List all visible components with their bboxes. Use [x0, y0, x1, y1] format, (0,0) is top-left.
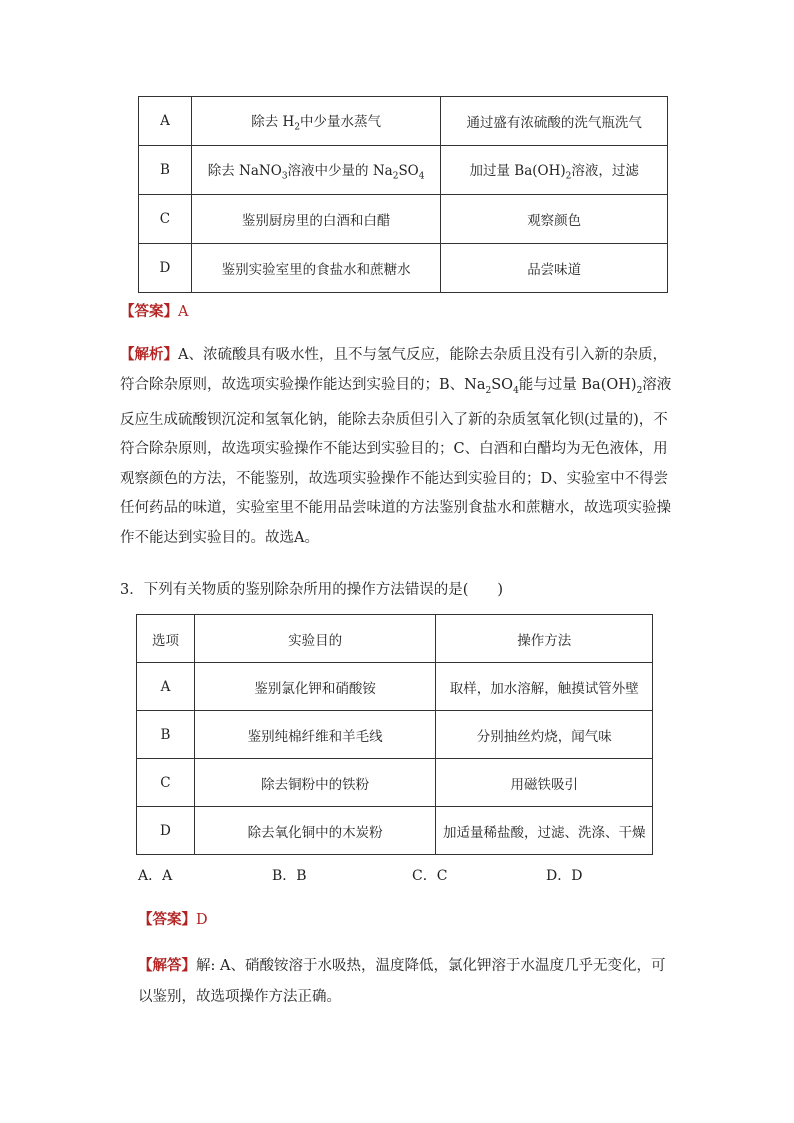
- choice-b: B．B: [272, 868, 307, 884]
- table-row: [139, 244, 668, 293]
- goal-cell: 除去 NaNO$_3$溶液中少量的 $Na_2SO_4$: [191, 146, 441, 195]
- table-row: [137, 711, 653, 759]
- table-row: [139, 195, 668, 244]
- method-cell: 加适量稀盐酸，过滤、洗涤、干燥: [436, 807, 653, 855]
- option-cell: A: [139, 97, 192, 146]
- option-cell: A: [137, 663, 195, 711]
- choice-d: D．D: [546, 868, 583, 884]
- goal-cell: 除去 $H_2$中少量水蒸气: [191, 97, 441, 146]
- goal-cell: 鉴别实验室里的食盐水和蔗糖水: [191, 244, 441, 293]
- method-cell: 通过盛有浓硫酸的洗气瓶洗气: [441, 97, 668, 146]
- option-cell: D: [139, 244, 192, 293]
- analysis-label: 【解答】: [138, 957, 196, 974]
- answer-1: [120, 300, 188, 321]
- table-row: [139, 146, 668, 195]
- option-cell: B: [139, 146, 192, 195]
- header-goal: 实验目的: [194, 615, 436, 663]
- answer-label: 【答案】: [120, 303, 178, 320]
- answer-value: D: [196, 912, 208, 928]
- answer-3: [138, 908, 208, 929]
- table-row: [137, 663, 653, 711]
- option-cell: C: [137, 759, 195, 807]
- method-cell: 品尝味道: [441, 244, 668, 293]
- choice-c: C．C: [412, 868, 448, 884]
- table-header-row: [137, 615, 653, 663]
- method-cell: 分别抽丝灼烧，闻气味: [436, 711, 653, 759]
- analysis-3: 【解答】解: A、硝酸铵溶于水吸热，温度降低，氯化钾溶于水温度几乎无变化，可以鉴别，故选项操作方法正确。: [138, 957, 666, 1005]
- goal-cell: 鉴别氯化钾和硝酸铵: [194, 663, 436, 711]
- option-cell: D: [137, 807, 195, 855]
- answer-label: 【答案】: [138, 911, 196, 928]
- method-cell: 取样，加水溶解，触摸试管外壁: [436, 663, 653, 711]
- method-cell: 用磁铁吸引: [436, 759, 653, 807]
- choice-a: A．A: [138, 868, 173, 884]
- goal-cell: 鉴别纯棉纤维和羊毛线: [194, 711, 436, 759]
- header-method: 操作方法: [436, 615, 653, 663]
- method-cell: 观察颜色: [441, 195, 668, 244]
- option-cell: B: [137, 711, 195, 759]
- goal-cell: 除去氧化铜中的木炭粉: [194, 807, 436, 855]
- analysis-label: 【解析】: [120, 346, 178, 363]
- answer-value: A: [178, 304, 189, 320]
- question-3: 3．下列有关物质的鉴别除杂所用的操作方法错误的是( ): [120, 582, 504, 598]
- experiment-table-2: [136, 614, 653, 855]
- table-row: [139, 97, 668, 146]
- table-row: [137, 807, 653, 855]
- header-option: 选项: [137, 615, 195, 663]
- experiment-table-1: [138, 96, 668, 293]
- method-cell: 加过量 $Ba(OH)_2$溶液，过滤: [441, 146, 668, 195]
- goal-cell: 除去铜粉中的铁粉: [194, 759, 436, 807]
- goal-cell: 鉴别厨房里的白酒和白醋: [191, 195, 441, 244]
- analysis-1: 【解析】A、浓硫酸具有吸水性，且不与氢气反应，能除去杂质且没有引入新的杂质，符合除杂原则，故选项实验操作能达到实验目的；B、$Na_2SO_4$能与过量 $Ba(OH)_2$溶液反应生成硫酸钡沉淀和氢氧化钠，能除去杂质但引入了新的杂质氢氧化钡(过量的)，不符合除杂原则，故选项实验操作不能达到实验目的；C、白酒和白醋均为无色液体，用观察颜色的方法，不能鉴别，故选项实验操作不能达到实验目的；D、实验室中不得尝任何药品的味道，实验室里不能用品尝味道的方法鉴别食盐水和蔗糖水，故选项实验操作不能达到实验目的。故选A。: [120, 346, 672, 546]
- option-cell: C: [139, 195, 192, 244]
- table-row: [137, 759, 653, 807]
